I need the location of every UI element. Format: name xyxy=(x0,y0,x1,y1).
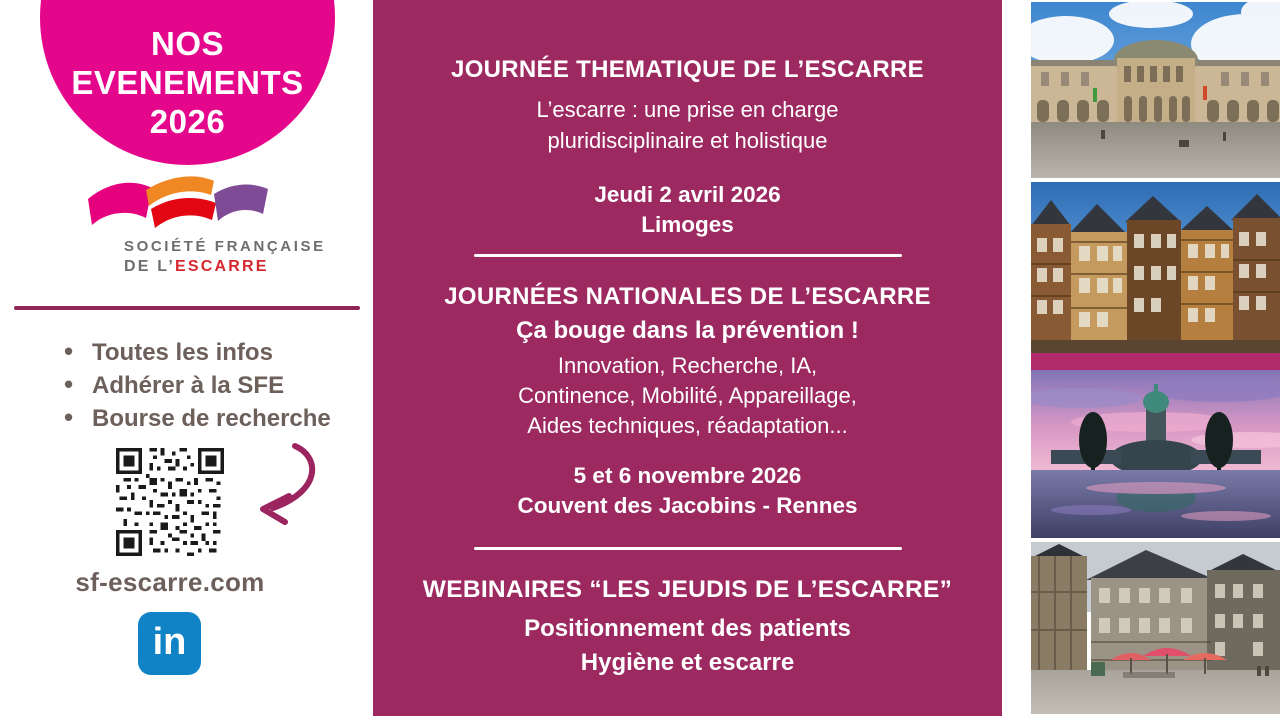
sfe-flags-icon xyxy=(82,172,307,232)
sfe-logo-text xyxy=(124,238,325,276)
event-webinaires xyxy=(373,576,1002,680)
qr-code[interactable] xyxy=(116,448,224,556)
sfe-org-name-line2 xyxy=(124,258,325,276)
event3-topics xyxy=(373,612,1002,680)
event2-title: JOURNÉES NATIONALES DE L’ESCARRE xyxy=(444,283,931,310)
event1-location: Limoges xyxy=(641,212,734,237)
info-links-list xyxy=(62,336,331,435)
event3-title: WEBINAIRES “LES JEUDIS DE L’ESCARRE” xyxy=(422,576,953,603)
event2-topics xyxy=(373,351,1002,441)
info-item-bourse: • Bourse de recherche xyxy=(62,402,331,435)
event2-topics-line3: Aides techniques, réadaptation... xyxy=(527,413,848,438)
badge-line-1: NOS xyxy=(150,25,224,62)
event2-location: Couvent des Jacobins - Rennes xyxy=(517,493,858,518)
event1-subtitle xyxy=(373,94,1002,156)
org-line2-prefix: DE L’ xyxy=(124,258,176,275)
event3-topic2: Hygiène et escarre xyxy=(580,649,795,676)
events-panel xyxy=(373,0,1002,716)
events-badge-circle xyxy=(40,0,335,165)
event-journees-nationales xyxy=(373,283,1002,521)
event1-date-block xyxy=(373,180,1002,240)
photo-column xyxy=(1031,0,1280,720)
info-item-infos: • Toutes les infos xyxy=(62,336,331,369)
sfe-org-name-line1: SOCIÉTÉ FRANÇAISE xyxy=(124,238,326,255)
event1-subtitle-line1: L’escarre : une prise en charge xyxy=(536,97,839,122)
event2-date-block xyxy=(373,461,1002,521)
photo-limoges-station xyxy=(1031,370,1280,538)
photo-rennes-opera xyxy=(1031,2,1280,178)
linkedin-icon[interactable] xyxy=(138,612,201,675)
badge-line-2: EVENEMENTS xyxy=(71,64,304,101)
center-divider-2 xyxy=(474,547,902,550)
events-badge-text xyxy=(40,24,335,141)
photo-limoges-old-town xyxy=(1031,542,1280,714)
event1-date: Jeudi 2 avril 2026 xyxy=(594,182,781,207)
info-item-adherer: • Adhérer à la SFE xyxy=(62,369,331,402)
org-line2-accent: ESCARRE xyxy=(175,258,269,275)
curved-arrow-icon xyxy=(233,438,333,533)
event2-tagline: Ça bouge dans la prévention ! xyxy=(516,317,859,344)
photo-rennes-half-timbered xyxy=(1031,182,1280,353)
sfe-logo xyxy=(80,172,325,276)
event1-title: JOURNÉE THEMATIQUE DE L’ESCARRE xyxy=(451,56,924,83)
event-journee-thematique xyxy=(373,56,1002,240)
website-url[interactable]: sf-escarre.com xyxy=(75,567,265,597)
badge-line-3: 2026 xyxy=(149,103,226,140)
center-divider-1 xyxy=(474,254,902,257)
event2-topics-line2: Continence, Mobilité, Appareillage, xyxy=(518,383,857,408)
event1-subtitle-line2: pluridisciplinaire et holistique xyxy=(547,128,828,153)
event2-date: 5 et 6 novembre 2026 xyxy=(573,463,802,488)
event2-topics-line1: Innovation, Recherche, IA, xyxy=(557,353,818,378)
event3-topic1: Positionnement des patients xyxy=(524,615,851,642)
left-panel xyxy=(0,0,373,720)
linkedin-label: in xyxy=(152,620,187,663)
left-panel-divider xyxy=(14,306,360,310)
photo-separator-strip xyxy=(1031,353,1280,370)
